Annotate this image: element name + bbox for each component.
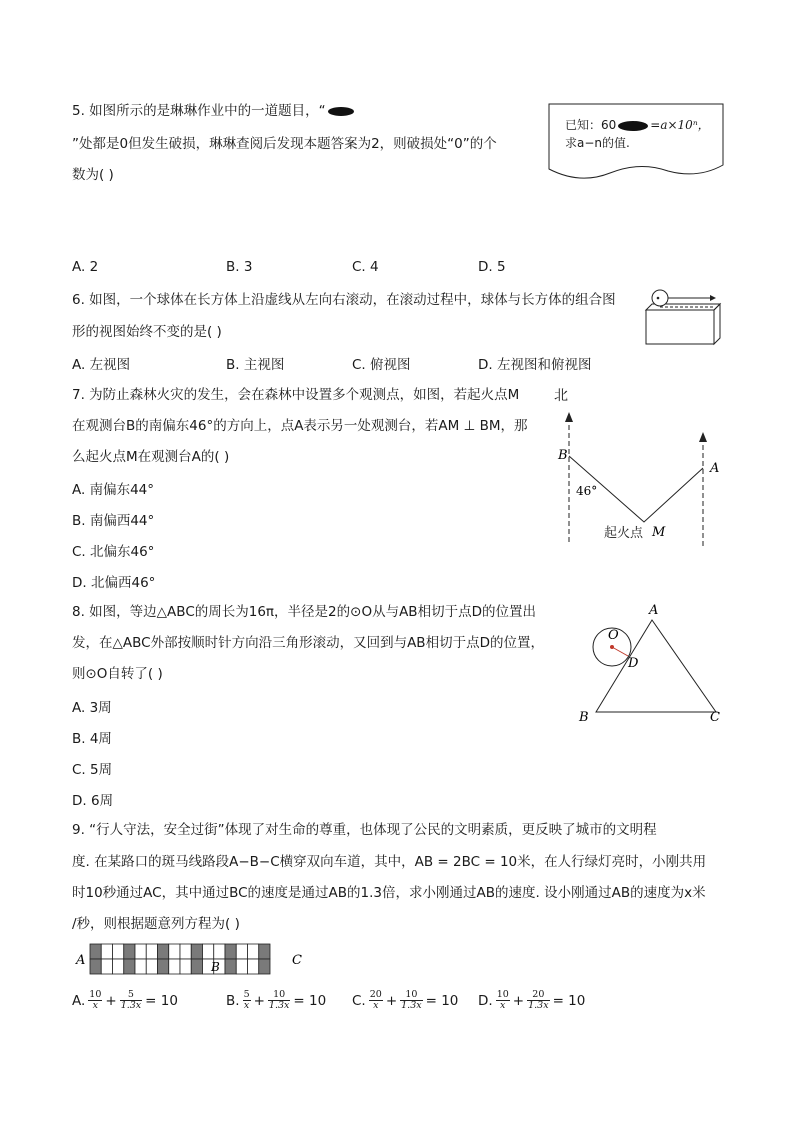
zebra-stripe-cell [113,944,124,959]
q7-option-c[interactable]: C. 北偏东46° [72,544,155,560]
q8-line1: 8. 如图，等边△ABC的周长为16π，半径是2的⊙O从与AB相切于点D的位置出 [72,604,536,620]
q7-fire-label: 起火点 [604,526,644,541]
zebra-stripe-cell [180,959,191,974]
zebra-stripe-cell [90,959,101,974]
q5-line3: 数为( ) [72,167,114,183]
q5-card-text2: 求a−n的值. [565,136,630,150]
zebra-stripe-cell [203,944,214,959]
zebra-stripe-cell [180,944,191,959]
q6-line1: 6. 如图，一个球体在长方体上沿虚线从左向右滚动，在滚动过程中，球体与长方体的组合图 [72,292,616,308]
zebra-stripe-cell [90,944,101,959]
zebra-stripe-cell [236,959,247,974]
q8-option-c[interactable]: C. 5周 [72,762,113,778]
q5-option-b[interactable]: B. 3 [226,259,253,275]
zebra-stripe-cell [101,959,112,974]
zebra-stripe-cell [191,944,202,959]
q7-label-b: B [558,448,568,463]
zebra-stripe-cell [146,944,157,959]
q9-line2: 度. 在某路口的斑马线路段A−B−C横穿双向车道，其中，AB = 2BC = 10米，在人行绿灯亮时，小刚共用 [72,854,707,870]
zebra-stripe-cell [135,959,146,974]
q8-option-b[interactable]: B. 4周 [72,731,112,747]
q6-line2: 形的视图始终不变的是( ) [72,324,222,340]
zebra-stripe-cell [135,944,146,959]
q7-north-label: 北 [554,388,568,404]
zebra-stripe-cell [248,959,259,974]
q6-option-d[interactable]: D. 左视图和俯视图 [478,357,592,373]
q6-option-c[interactable]: C. 俯视图 [352,357,411,373]
q6-option-a[interactable]: A. 左视图 [72,357,131,373]
q9-label-b: B [211,960,220,974]
q7-line1: 7. 为防止森林火灾的发生，会在森林中设置多个观测点，如图，若起火点M [72,387,520,403]
q9-line1: 9. “行人守法，安全过街”体现了对生命的尊重，也体现了公民的文明素质，更反映了城市的文明程 [72,822,657,838]
q8-option-a[interactable]: A. 3周 [72,700,112,716]
q8-label-d: D [628,656,639,671]
q7-option-b[interactable]: B. 南偏西44° [72,513,155,529]
q5-line1: 5. 如图所示的是琳琳作业中的一道题目，“ [72,101,354,121]
q6-option-b[interactable]: B. 主视图 [226,357,285,373]
zebra-stripe-cell [158,959,169,974]
q8-label-b: B [579,710,589,725]
q5-line2: ”处都是0但发生破损，琳琳查阅后发现本题答案为2，则破损处“0”的个 [72,136,497,152]
zebra-stripe-cell [101,944,112,959]
zebra-stripe-cell [146,959,157,974]
q8-label-o: O [608,628,619,643]
q7-option-d[interactable]: D. 北偏西46° [72,575,156,591]
q5-option-a[interactable]: A. 2 [72,259,99,275]
q8-label-c: C [710,710,720,725]
zebra-stripe-cell [169,944,180,959]
q9-option-a[interactable]: A. $\frac{10}{x}$ + $\frac{5}{1.3x}$ = 10 [72,989,178,1011]
q8-label-a: A [649,603,659,618]
q5-option-c[interactable]: C. 4 [352,259,379,275]
q8-option-d[interactable]: D. 6周 [72,793,114,809]
damaged-ink-blot [328,107,354,116]
zebra-stripe-cell [169,959,180,974]
zebra-stripe-cell [124,959,135,974]
q5-card-text1: 已知：60 =a×10ⁿ， [565,118,710,132]
card-ink-blot [618,121,648,131]
zebra-stripe-cell [124,944,135,959]
q9-option-b[interactable]: B. $\frac{5}{x}$ + $\frac{10}{1.3x}$ = 10 [226,989,327,1011]
q7-option-a[interactable]: A. 南偏东44° [72,482,155,498]
q8-line2: 发，在△ABC外部按顺时针方向沿三角形滚动，又回到与AB相切于点D的位置， [72,635,544,651]
q8-triangle-figure [572,598,728,726]
q8-line3: 则⊙O自转了( ) [72,666,163,682]
q7-angle-label: 46° [576,484,598,498]
q9-option-c[interactable]: C. $\frac{20}{x}$ + $\frac{10}{1.3x}$ = 10 [352,989,459,1011]
q7-line2: 在观测台B的南偏东46°的方向上，点A表示另一处观测台，若AM ⊥ BM，那 [72,418,528,434]
zebra-stripe-cell [225,959,236,974]
q7-line3: 么起火点M在观测台A的( ) [72,449,230,465]
q7-label-m: M [652,525,666,540]
q6-ball-cuboid-figure [640,288,724,348]
q9-line3: 时10秒通过AC，其中通过BC的速度是通过AB的1.3倍，求小刚通过AB的速度. 设小刚通过AB的速度为x米 [72,885,706,901]
q9-label-a: A [76,953,86,968]
q9-line4: /秒，则根据题意列方程为( ) [72,916,240,932]
zebra-stripe-cell [259,959,270,974]
zebra-stripe-cell [113,959,124,974]
q9-zebra-crossing-figure [72,940,312,978]
zebra-stripe-cell [236,944,247,959]
q9-label-c: C [292,953,302,968]
zebra-stripe-cell [248,944,259,959]
q9-option-d[interactable]: D. $\frac{10}{x}$ + $\frac{20}{1.3x}$ = 10 [478,989,586,1011]
q5-option-d[interactable]: D. 5 [478,259,506,275]
zebra-stripe-cell [191,959,202,974]
zebra-stripe-cell [225,944,236,959]
q7-label-a: A [710,461,720,476]
zebra-stripe-cell [259,944,270,959]
zebra-stripe-cell [214,944,225,959]
zebra-stripe-cell [158,944,169,959]
